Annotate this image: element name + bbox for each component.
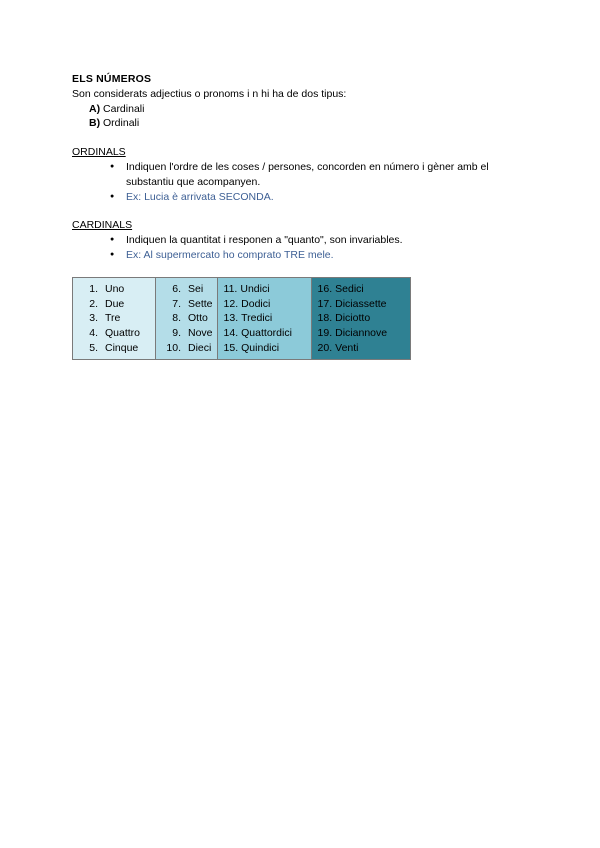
number-row [224,326,307,341]
number-index: 9. [172,327,181,340]
number-word: Quattro [105,327,141,340]
number-index: 18. [317,312,333,325]
cardinals-heading: CARDINALS [72,219,133,232]
number-word: Quindici [241,341,280,354]
ordinals-bullet: ● Indiquen l'ordre de les coses / persones, concorden en número i gèner amb el substantiu que acompanyen. [126,160,528,190]
number-index: 14. [223,327,239,340]
number-word: Quattordici [241,327,292,340]
number-index: 1. [89,282,98,295]
number-index: 6. [172,282,181,295]
number-word: Cinque [105,341,139,354]
number-word: Diciassette [335,297,387,310]
document-page [72,72,528,360]
number-word: Undici [240,282,270,295]
cardinals-example: ● Ex: Al supermercato ho comprato TRE mele. [126,248,528,263]
number-word: Tredici [241,312,273,325]
number-row [224,311,307,326]
number-word: Diciannove [335,327,388,340]
cardinals-list [72,233,528,263]
number-index: 7. [172,297,181,310]
numbers-col-2 [156,277,218,359]
number-row [162,297,213,312]
number-index: 20. [317,341,333,354]
number-index: 11. [223,282,238,295]
number-word: Sedici [335,282,364,295]
number-index: 4. [89,327,98,340]
number-row [318,326,406,341]
number-row [79,341,151,356]
number-index: 19. [317,327,333,340]
cardinals-bullet: ● Indiquen la quantitat i responen a "quanto", son invariables. [126,233,528,248]
numbers-col-4 [311,277,410,359]
type-b-letter: B) [89,117,101,130]
number-index: 8. [172,312,181,325]
number-row [318,311,406,326]
type-b [72,116,528,131]
type-b-label: Ordinali [103,117,140,130]
number-row [79,282,151,297]
type-a [72,102,528,117]
intro-text: Son considerats adjectius o pronoms i n hi ha de dos tipus: [72,87,347,100]
number-index: 15. [223,341,239,354]
number-index: 16. [317,282,333,295]
document-title: ELS NÚMEROS [72,73,152,85]
number-row [79,326,151,341]
type-a-label: Cardinali [103,102,145,115]
number-row [162,341,213,356]
ordinals-list [72,160,528,204]
ordinals-example: ● Ex: Lucia è arrivata SECONDA. [126,190,528,205]
number-row [224,341,307,356]
number-row [318,282,406,297]
numbers-col-3 [217,277,311,359]
number-row [162,311,213,326]
number-word: Venti [335,341,359,354]
number-word: Uno [105,282,125,295]
number-index: 3. [89,312,98,325]
number-row [162,326,213,341]
number-row [224,282,307,297]
number-row [318,297,406,312]
number-index: 13. [223,312,239,325]
number-word: Nove [188,327,213,340]
number-word: Sette [188,297,213,310]
number-word: Due [105,297,125,310]
number-word: Diciotto [335,312,371,325]
number-index: 10. [166,341,181,354]
number-index: 17. [317,297,333,310]
number-row [79,311,151,326]
number-word: Tre [105,312,121,325]
number-index: 5. [89,341,98,354]
number-row [224,297,307,312]
numbers-col-1 [73,277,156,359]
number-index: 12. [223,297,239,310]
number-word: Sei [188,282,204,295]
number-word: Dieci [188,341,212,354]
number-row [79,297,151,312]
numbers-table [72,277,411,360]
number-row [318,341,406,356]
ordinals-heading: ORDINALS [72,146,126,159]
number-word: Otto [188,312,208,325]
number-index: 2. [89,297,98,310]
type-a-letter: A) [89,102,101,115]
number-word: Dodici [241,297,271,310]
number-row [162,282,213,297]
